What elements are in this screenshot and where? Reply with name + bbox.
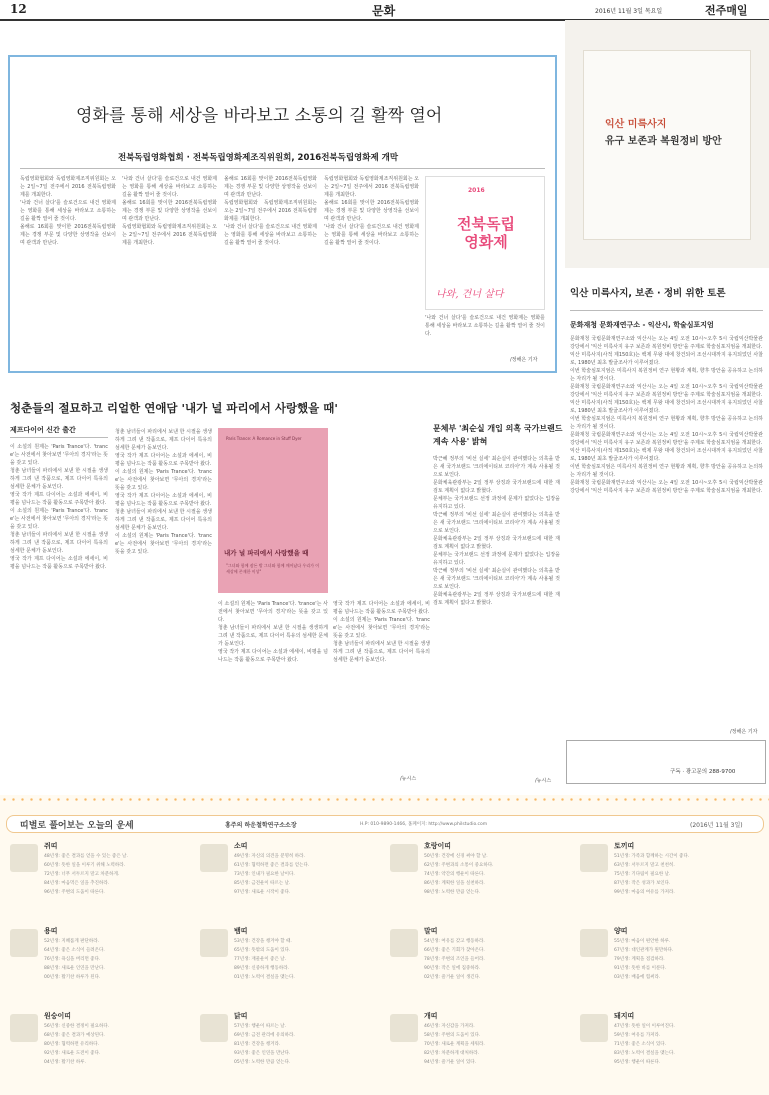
fortune-animal: 쥐띠	[44, 842, 58, 850]
book-col-2	[115, 428, 212, 778]
fortune-line: 63년생: 서두르지 말고 천천히.	[614, 863, 675, 868]
fortune-line: 05년생: 노력한 만큼 얻는다.	[234, 1060, 291, 1065]
fortune-line: 90년생: 작은 일에 집중하라.	[424, 966, 481, 971]
museum-paragraph: 이번 학술심포지엄은 미륵사지 복원정비 연구 현황과 계획, 향후 방안을 공유하고 논의하는 자리가 될 것이다.	[570, 368, 763, 382]
fortune-date: (2016년 11월 3일)	[690, 822, 743, 829]
fortune-line: 49년생: 자신의 의견을 분명히 하라.	[234, 854, 305, 859]
book-headline: 청춘들의 절묘하고 리얼한 연애담 '내가 널 파리에서 사랑했을 때'	[10, 401, 338, 415]
fortune-line: 69년생: 금전 관리에 유의하라.	[234, 1033, 295, 1038]
fortune-animal: 용띠	[44, 927, 58, 935]
museum-body	[570, 335, 763, 715]
fortune-card	[200, 925, 385, 1005]
fortune-line: 55년생: 마음이 편안한 하루.	[614, 939, 671, 944]
book-col-1	[10, 443, 108, 783]
book-paragraph: 영국 작가 제프 다이어는 소설과 에세이, 비평을 넘나드는 작품 활동으로 주목받아 왔다.	[10, 556, 108, 570]
fortune-line: 86년생: 계획한 일을 실천하라.	[424, 881, 485, 886]
fortune-line: 71년생: 좋은 소식이 있다.	[614, 1042, 667, 1047]
fortune-line: 04년생: 활기찬 하루.	[44, 1060, 86, 1065]
fortune-line: 59년생: 여유를 가져라.	[614, 1033, 661, 1038]
museum-paragraph: 익산 미륵사지(사적 제150호)는 백제 무왕 대에 창건되어 조선시대까지 유지되었던 사찰로, 1980년 최초 발굴조사가 이루어졌다.	[570, 352, 763, 366]
book-subheadline: 제프다이어 신간 출간	[10, 426, 76, 434]
issue-date: 2016년 11월 3일 목요일	[595, 8, 663, 15]
rat-icon	[10, 844, 38, 872]
museum-paragraph: 문화재청 국립문화재연구소와 익산시는 오는 4일 오전 10시~오후 5시 국립익산박물관 강당에서 '익산 미륵사지 유구 보존과 복원정비 방안'을 주제로 학술심포지엄을 개최한다.	[570, 480, 763, 494]
fortune-line: 88년생: 새로운 인연을 만난다.	[44, 966, 105, 971]
fortune-line: 98년생: 노력한 만큼 얻는다.	[424, 890, 481, 895]
film-paragraph: 올해로 16회를 맞이한 2016전북독립영화제는 경쟁 부문 및 다양한 상영작을 선보이며 관객과 만난다.	[324, 200, 419, 222]
book-paragraph: 이 소설의 원제는 'Paris Trance'다. 'trance'는 사전에서 찾아보면 '무아의 경지'라는 뜻을 갖고 있다.	[115, 533, 212, 555]
fortune-contact: H.P: 010-9890-1466, 홈페이지: http://www.philstudio.com	[360, 822, 488, 827]
film-byline: /정해은 기자	[510, 357, 538, 363]
museum-headline: 익산 미륵사지, 보존 · 정비 위한 토론	[570, 288, 726, 299]
fortune-line: 73년생: 인내가 필요한 날이다.	[234, 872, 295, 877]
sheep-icon	[580, 929, 608, 957]
book-paragraph: 청춘 남녀들이 파리에서 보낸 한 시절을 생생하게 그려 낸 작품으로, 제프 다이어 특유의 섬세한 문체가 돋보인다.	[10, 532, 108, 554]
fortune-line: 82년생: 차분하게 대처하라.	[424, 1051, 480, 1056]
dragon-icon	[10, 929, 38, 957]
fortune-animal: 양띠	[614, 927, 628, 935]
museum-paragraph: 익산 미륵사지(사적 제150호)는 백제 무왕 대에 창건되어 조선시대까지 유지되었던 사찰로, 1980년 최초 발굴조사가 이루어졌다.	[570, 448, 763, 462]
film-paragraph: 독립영화협회와 독립영화제조직위원회는 오는 2일~7일 전주에서 2016 전북독립영화제를 개최한다.	[122, 224, 217, 246]
fortune-line: 03년생: 배움에 힘써라.	[614, 975, 661, 980]
fortune-animal: 개띠	[424, 1012, 438, 1020]
fortune-animal: 원숭이띠	[44, 1012, 72, 1020]
fortune-card	[10, 1010, 195, 1090]
fortune-dots	[0, 795, 769, 807]
museum-paragraph: 이번 학술심포지엄은 미륵사지 복원정비 연구 현황과 계획, 향후 방안을 공유하고 논의하는 자리가 될 것이다.	[570, 464, 763, 478]
book-paragraph: 이 소설의 원제는 'Paris Trance'다. 'trance'는 사전에서 찾아보면 '무아의 경지'라는 뜻을 갖고 있다.	[333, 617, 430, 639]
fortune-card	[580, 840, 765, 920]
museum-paragraph: 이번 학술심포지엄은 미륵사지 복원정비 연구 현황과 계획, 향후 방안을 공유하고 논의하는 자리가 될 것이다.	[570, 416, 763, 430]
museum-paragraph: 문화재청 국립문화재연구소와 익산시는 오는 4일 오전 10시~오후 5시 국립익산박물관 강당에서 '익산 미륵사지 유구 보존과 복원정비 방안'을 주제로 학술심포지엄을 개최한다.	[570, 432, 763, 446]
fortune-line: 85년생: 금전운이 따르는 날.	[234, 881, 291, 886]
tiger-icon	[390, 844, 418, 872]
fortune-line: 01년생: 노력이 결실을 맺는다.	[234, 975, 295, 980]
fortune-line: 72년생: 너무 서두르지 말고 차분하게.	[44, 872, 120, 877]
book-paragraph: 청춘 남녀들이 파리에서 보낸 한 시절을 생생하게 그려 낸 작품으로, 제프 다이어 특유의 섬세한 문체가 돋보인다.	[115, 429, 212, 451]
film-paragraph: '나와 건너 살다'를 슬로건으로 내건 영화제는 영화를 통해 세상을 바라보고 소통하는 길을 활짝 열어 줄 것이다.	[20, 200, 116, 222]
book-cover-title: 내가 널 파리에서 사랑했을 때	[224, 549, 309, 557]
fortune-line: 91년생: 뜻한 바를 이룬다.	[614, 966, 667, 971]
film-col-4	[324, 175, 419, 368]
fortune-line: 54년생: 여유를 갖고 행동하라.	[424, 939, 485, 944]
fortune-line: 74년생: 약간의 행운이 따른다.	[424, 872, 485, 877]
book-divider	[10, 437, 108, 438]
book-paragraph: 영국 작가 제프 다이어는 소설과 에세이, 비평을 넘나드는 작품 활동으로 주목받아 왔다.	[333, 601, 430, 615]
film-col-3	[224, 175, 317, 368]
fortune-line: 56년생: 신중한 결정이 필요하다.	[44, 1024, 110, 1029]
book-cover	[218, 428, 328, 593]
film-paragraph: 독립영화협회와 독립영화제조직위원회는 오는 2일~7일 전주에서 2016 전북독립영화제를 개최한다.	[224, 200, 317, 222]
fortune-animal: 말띠	[424, 927, 438, 935]
fortune-line: 94년생: 즐거운 일이 있다.	[424, 1060, 477, 1065]
fortune-card	[390, 840, 575, 920]
book-paragraph: 청춘 남녀들이 파리에서 보낸 한 시절을 생생하게 그려 낸 작품으로, 제프 다이어 특유의 섬세한 문체가 돋보인다.	[115, 509, 212, 531]
horse-icon	[390, 929, 418, 957]
film-subheadline: 전북독립영화협회 · 전북독립영화제조직위원회, 2016전북독립영화제 개막	[118, 153, 399, 163]
fortune-animal: 토끼띠	[614, 842, 635, 850]
fortune-line: 76년생: 욕심을 버리면 좋다.	[44, 957, 101, 962]
fortune-line: 80년생: 협력하면 유리하다.	[44, 1042, 100, 1047]
fortune-line: 79년생: 계획을 점검하라.	[614, 957, 665, 962]
fortune-line: 68년생: 좋은 결과가 예상된다.	[44, 1033, 105, 1038]
fortune-line: 89년생: 신중하게 행동하라.	[234, 966, 290, 971]
poster-title: 전북독립영화제	[457, 215, 515, 251]
fortune-line: 96년생: 주변의 도움이 따른다.	[44, 890, 105, 895]
poster-year: 2016	[468, 187, 485, 194]
book-title: 유구 보존과 복원정비 방안	[605, 136, 722, 147]
book-paragraph: 청춘 남녀들이 파리에서 보낸 한 시절을 생생하게 그려 낸 작품으로, 제프 다이어 특유의 섬세한 문체가 돋보인다.	[10, 468, 108, 490]
tv-paragraph: 박근혜 정부의 '비선 실세' 최순실이 관여했다는 의혹을 받은 새 국가브랜드 '크리에이티브 코리아'가 계속 사용될 것으로 보인다.	[433, 568, 560, 590]
fortune-card	[200, 1010, 385, 1090]
book-paragraph: 청춘 남녀들이 파리에서 보낸 한 시절을 생생하게 그려 낸 작품으로, 제프 다이어 특유의 섬세한 문체가 돋보인다.	[333, 641, 430, 663]
fortune-line: 57년생: 행운이 따르는 날.	[234, 1024, 287, 1029]
fortune-line: 95년생: 행운이 따른다.	[614, 1060, 661, 1065]
fortune-line: 97년생: 새로운 시작이 좋다.	[234, 890, 291, 895]
book-paragraph: 이 소설의 원제는 'Paris Trance'다. 'trance'는 사전에서 찾아보면 '무아의 경지'라는 뜻을 갖고 있다.	[10, 508, 108, 530]
fortune-provider: 홍주의 하운철학연구소소장	[225, 822, 297, 829]
fortune-line: 58년생: 주변의 도움이 있다.	[424, 1033, 481, 1038]
fortune-line: 52년생: 지혜롭게 판단하라.	[44, 939, 100, 944]
museum-book-cover	[565, 20, 769, 268]
tv-paragraph: 문화체육관광부는 2일 정부 상징과 국가브랜드에 대한 재검토 계획이 없다고 밝혔다.	[433, 480, 560, 494]
fortune-line: 64년생: 좋은 소식이 들려온다.	[44, 948, 105, 953]
film-poster	[425, 176, 545, 310]
film-col-5	[425, 314, 545, 354]
fortune-line: 75년생: 기다림이 필요한 날.	[614, 872, 671, 877]
film-paragraph: '나와 건너 살다'를 슬로건으로 내건 영화제는 영화를 통해 세상을 바라보고 소통하는 길을 활짝 열어 줄 것이다.	[425, 315, 545, 337]
fortune-animal: 닭띠	[234, 1012, 248, 1020]
fortune-line: 46년생: 자신감을 가져라.	[424, 1024, 475, 1029]
subscription-ad-text: 구독 · 광고문의 288-9700	[670, 769, 736, 775]
fortune-line: 83년생: 노력이 결실을 맺는다.	[614, 1051, 675, 1056]
fortune-line: 47년생: 뜻한 일이 이루어진다.	[614, 1024, 675, 1029]
fortune-animal: 호랑이띠	[424, 842, 452, 850]
ox-icon	[200, 844, 228, 872]
tv-paragraph: 문체부는 국가브랜드 선정 과정에 문제가 없었다는 입장을 유지하고 있다.	[433, 552, 560, 566]
fortune-line: 93년생: 좋은 인연을 만난다.	[234, 1051, 291, 1056]
book-paragraph: 이 소설의 원제는 'Paris Trance'다. 'trance'는 사전에서 찾아보면 '무아의 경지'라는 뜻을 갖고 있다.	[218, 601, 328, 623]
tv-paragraph: 박근혜 정부의 '비선 실세' 최순실이 관여했다는 의혹을 받은 새 국가브랜드 '크리에이티브 코리아'가 계속 사용될 것으로 보인다.	[433, 456, 560, 478]
film-paragraph: 올해로 16회를 맞이한 2016전북독립영화제는 경쟁 부문 및 다양한 상영작을 선보이며 관객과 만난다.	[20, 224, 116, 246]
rabbit-icon	[580, 844, 608, 872]
tv-byline: /뉴시스	[535, 778, 552, 784]
tv-paragraph: 문화체육관광부는 2일 정부 상징과 국가브랜드에 대한 재검토 계획이 없다고 밝혔다.	[433, 536, 560, 550]
film-paragraph: '나와 건너 살다'를 슬로건으로 내건 영화제는 영화를 통해 세상을 바라보고 소통하는 길을 활짝 열어 줄 것이다.	[224, 224, 317, 246]
fortune-card	[390, 1010, 575, 1090]
fortune-card	[200, 840, 385, 920]
masthead: 전주매일	[705, 4, 748, 17]
book-paragraph: 이 소설의 원제는 'Paris Trance'다. 'trance'는 사전에서 찾아보면 '무아의 경지'라는 뜻을 갖고 있다.	[10, 444, 108, 466]
tv-body	[433, 455, 560, 773]
film-col-2	[122, 175, 217, 368]
tv-paragraph: 박근혜 정부의 '비선 실세' 최순실이 관여했다는 의혹을 받은 새 국가브랜드 '크리에이티브 코리아'가 계속 사용될 것으로 보인다.	[433, 512, 560, 534]
book-cover-tagline: "그녀와 함께 잠든 밤 그녀와 함께 깨어났다 우리가 이 세상에 존재한 이상"	[226, 563, 320, 574]
film-col-1	[20, 175, 116, 368]
fortune-animal: 소띠	[234, 842, 248, 850]
fortune-card	[580, 1010, 765, 1090]
monkey-icon	[10, 1014, 38, 1042]
tv-headline: 문체부 '최순실 개입 의혹 국가브랜드 계속 사용' 밝혀	[433, 424, 563, 446]
book-paragraph: 영국 작가 제프 다이어는 소설과 에세이, 비평을 넘나드는 작품 활동으로 주목받아 왔다.	[115, 493, 212, 507]
fortune-line: 48년생: 좋은 결과를 얻을 수 있는 좋은 날.	[44, 854, 128, 859]
page-number: 12	[10, 2, 27, 16]
fortune-line: 50년생: 건강에 신경 써야 할 날.	[424, 854, 488, 859]
fortune-animal: 뱀띠	[234, 927, 248, 935]
snake-icon	[200, 929, 228, 957]
fortune-card	[10, 925, 195, 1005]
film-headline: 영화를 통해 세상을 바라보고 소통의 길 활짝 열어	[76, 106, 443, 126]
fortune-line: 02년생: 즐거운 일이 생긴다.	[424, 975, 481, 980]
fortune-title: 띠별로 풀어보는 오늘의 운세	[20, 821, 134, 831]
dog-icon	[390, 1014, 418, 1042]
film-paragraph: 독립영화협회와 독립영화제조직위원회는 오는 2일~7일 전주에서 2016 전북독립영화제를 개최한다.	[324, 176, 419, 198]
fortune-card	[580, 925, 765, 1005]
book-byline: /뉴시스	[400, 776, 417, 782]
book-col-4	[333, 600, 430, 775]
section-title: 문화	[372, 4, 396, 18]
film-paragraph: 올해로 16회를 맞이한 2016전북독립영화제는 경쟁 부문 및 다양한 상영작을 선보이며 관객과 만난다.	[122, 200, 217, 222]
fortune-card	[10, 840, 195, 920]
fortune-line: 53년생: 건강을 챙겨야 할 때.	[234, 939, 292, 944]
book-paragraph: 청춘 남녀들이 파리에서 보낸 한 시절을 생생하게 그려 낸 작품으로, 제프 다이어 특유의 섬세한 문체가 돋보인다.	[218, 625, 328, 647]
fortune-line: 62년생: 주변과의 소통이 중요하다.	[424, 863, 494, 868]
fortune-line: 78년생: 주변의 조언을 들어라.	[424, 957, 485, 962]
museum-byline: /정해은 기자	[730, 729, 758, 735]
fortune-line: 77년생: 재물운이 좋은 날.	[234, 957, 287, 962]
poster-slogan: 나와, 건너 살다	[436, 289, 504, 300]
film-paragraph: 독립영화협회와 독립영화제조직위원회는 오는 2일~7일 전주에서 2016 전북독립영화제를 개최한다.	[20, 176, 116, 198]
museum-divider	[570, 310, 763, 311]
fortune-line: 00년생: 활기찬 하루가 된다.	[44, 975, 101, 980]
fortune-line: 51년생: 가족과 함께하는 시간이 좋다.	[614, 854, 690, 859]
fortune-line: 66년생: 좋은 기회가 찾아온다.	[424, 948, 485, 953]
book-paragraph: 영국 작가 제프 다이어는 소설과 에세이, 비평을 넘나드는 작품 활동으로 주목받아 왔다.	[218, 649, 328, 663]
film-paragraph: 올해로 16회를 맞이한 2016전북독립영화제는 경쟁 부문 및 다양한 상영작을 선보이며 관객과 만난다.	[224, 176, 317, 198]
fortune-line: 92년생: 새로운 도전이 좋다.	[44, 1051, 101, 1056]
rooster-icon	[200, 1014, 228, 1042]
fortune-line: 99년생: 마음의 여유를 가져라.	[614, 890, 675, 895]
film-divider	[20, 168, 545, 169]
book-paragraph: 영국 작가 제프 다이어는 소설과 에세이, 비평을 넘나드는 작품 활동으로 주목받아 왔다.	[115, 453, 212, 467]
fortune-line: 60년생: 뜻한 일을 이루기 위해 노력하라.	[44, 863, 126, 868]
tv-paragraph: 문화체육관광부는 2일 정부 상징과 국가브랜드에 대한 재검토 계획이 없다고 밝혔다.	[433, 592, 560, 606]
fortune-card	[390, 925, 575, 1005]
fortune-line: 81년생: 건강을 챙겨라.	[234, 1042, 281, 1047]
fortune-line: 84년생: 마음먹은 일을 추진하라.	[44, 881, 110, 886]
museum-subheadline: 문화재청 문화재연구소 - 익산시, 학술심포지엄	[570, 321, 714, 329]
book-label: 익산 미륵사지	[605, 119, 667, 130]
book-col-3	[218, 600, 328, 780]
book-paragraph: 영국 작가 제프 다이어는 소설과 에세이, 비평을 넘나드는 작품 활동으로 주목받아 왔다.	[10, 492, 108, 506]
fortune-line: 87년생: 작은 성과가 보인다.	[614, 881, 671, 886]
book-cover-top: Paris Trance: A Romance in Stuff Dyer	[226, 436, 302, 441]
tv-paragraph: 문체부는 국가브랜드 선정 과정에 문제가 없었다는 입장을 유지하고 있다.	[433, 496, 560, 510]
fortune-line: 65년생: 뜻밖의 도움이 있다.	[234, 948, 291, 953]
museum-paragraph: 문화재청 국립문화재연구소와 익산시는 오는 4일 오전 10시~오후 5시 국립익산박물관 강당에서 '익산 미륵사지 유구 보존과 복원정비 방안'을 주제로 학술심포지엄을 개최한다.	[570, 384, 763, 398]
fortune-animal: 돼지띠	[614, 1012, 635, 1020]
fortune-line: 70년생: 새로운 계획을 세워라.	[424, 1042, 485, 1047]
subscription-ad-box	[566, 740, 766, 784]
film-paragraph: '나와 건너 살다'를 슬로건으로 내건 영화제는 영화를 통해 세상을 바라보고 소통하는 길을 활짝 열어 줄 것이다.	[122, 176, 217, 198]
fortune-line: 67년생: 대인관계가 원만하다.	[614, 948, 674, 953]
fortune-line: 61년생: 협력하면 좋은 결과를 얻는다.	[234, 863, 310, 868]
pig-icon	[580, 1014, 608, 1042]
museum-paragraph: 문화재청 국립문화재연구소와 익산시는 오는 4일 오전 10시~오후 5시 국립익산박물관 강당에서 '익산 미륵사지 유구 보존과 복원정비 방안'을 주제로 학술심포지엄을 개최한다.	[570, 336, 763, 350]
book-paragraph: 이 소설의 원제는 'Paris Trance'다. 'trance'는 사전에서 찾아보면 '무아의 경지'라는 뜻을 갖고 있다.	[115, 469, 212, 491]
film-paragraph: '나와 건너 살다'를 슬로건으로 내건 영화제는 영화를 통해 세상을 바라보고 소통하는 길을 활짝 열어 줄 것이다.	[324, 224, 419, 246]
museum-paragraph: 익산 미륵사지(사적 제150호)는 백제 무왕 대에 창건되어 조선시대까지 유지되었던 사찰로, 1980년 최초 발굴조사가 이루어졌다.	[570, 400, 763, 414]
